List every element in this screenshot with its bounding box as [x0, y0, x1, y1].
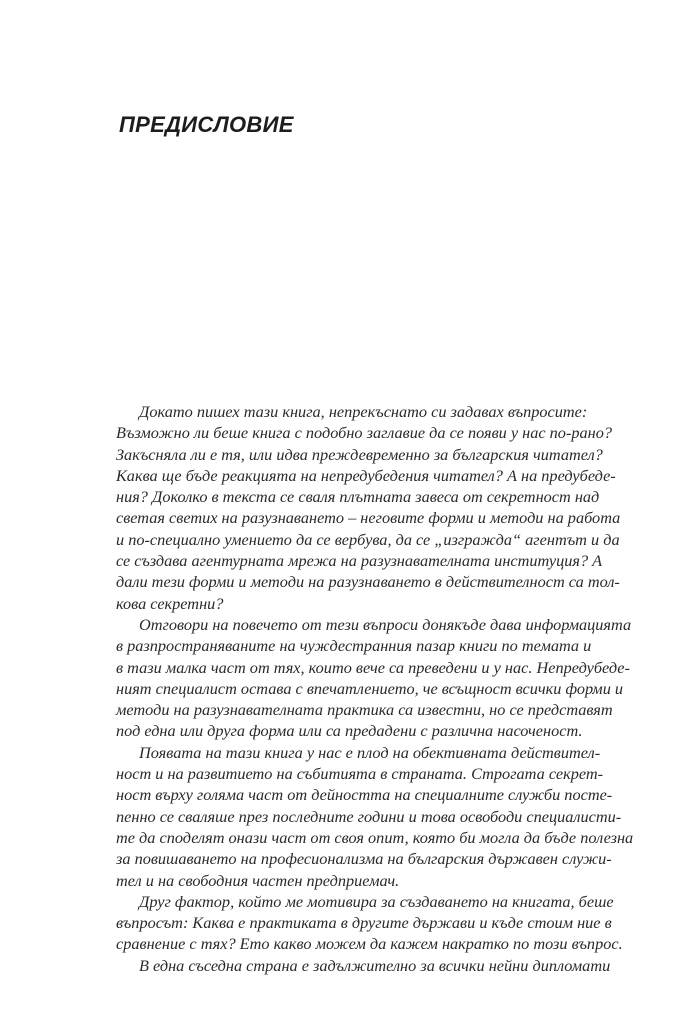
text-line: те да споделят онази част от своя опит, която би могла да бъде полезна	[116, 827, 634, 847]
paragraph	[116, 742, 634, 891]
text-line: дали тези форми и методи на разузнаването в действителност са тол-	[116, 572, 620, 592]
chapter-title: ПРЕДИСЛОВИЕ	[119, 112, 294, 137]
paragraph	[116, 401, 621, 614]
text-line: Закъсняла ли е тя, или идва преждевременно за българския читател?	[116, 444, 603, 464]
text-line: Докато пишех тази книга, непрекъснато си задавах въпросите:	[139, 402, 588, 421]
text-line: под една или друга форма или са предадени с различна насоченост.	[116, 721, 583, 741]
text-line: В една съседна страна е задължително за всички нейни дипломати	[139, 955, 611, 975]
text-line: в разпространяваните на чуждестранния пазар книги по темата и	[116, 636, 592, 656]
text-line: ност и на развитието на събитията в страната. Строгата секрет-	[116, 764, 604, 784]
text-line: Появата на тази книга у нас е плод на обективната действител-	[139, 742, 601, 762]
paragraph	[116, 891, 623, 955]
text-line: ност върху голяма част от дейността на специалните служби посте-	[116, 785, 613, 805]
text-line: пенно се сваляше през последните години и това освободи специалисти-	[116, 806, 622, 826]
text-line: се създава агентурната мрежа на разузнавателната институция? А	[116, 551, 603, 571]
text-line: и по-специално умението да се вербува, да се „изгражда“ агентът и да	[116, 529, 620, 549]
text-line: за повишаването на професионализма на българския държавен служи-	[116, 849, 612, 869]
body-text	[116, 401, 634, 976]
text-line: кова секретни?	[116, 593, 224, 613]
text-line: Възможно ли беше книга с подобно заглавие да се появи у нас по-рано?	[116, 423, 613, 443]
text-line: ния? Доколко в текста се сваля плътната завеса от секретност над	[116, 487, 600, 507]
text-line: въпросът: Каква е практиката в другите държави и къде стоим ние в	[116, 913, 612, 933]
paragraph	[116, 955, 611, 976]
text-line: ният специалист остава с впечатлението, че всъщност всички форми и	[116, 678, 624, 698]
text-line: светая светих на разузнаването – неговите форми и методи на работа	[116, 508, 621, 528]
text-line: Каква ще бъде реакцията на непредубедения читател? А на предубеде-	[116, 465, 616, 485]
text-line: сравнение с тях? Ето какво можем да кажем накратко по този въпрос.	[116, 934, 623, 954]
text-line: тел и на свободния частен предприемач.	[116, 870, 400, 890]
text-line: в тази малка част от тях, които вече са преведени и у нас. Непредубеде-	[116, 657, 630, 677]
text-line: Отговори на повечето от тези въпроси донякъде дава информацията	[139, 614, 632, 634]
text-line: Друг фактор, който ме мотивира за създаването на книгата, беше	[139, 891, 614, 911]
text-line: методи на разузнавателната практика са известни, но се представят	[116, 700, 613, 720]
paragraph	[116, 614, 632, 742]
